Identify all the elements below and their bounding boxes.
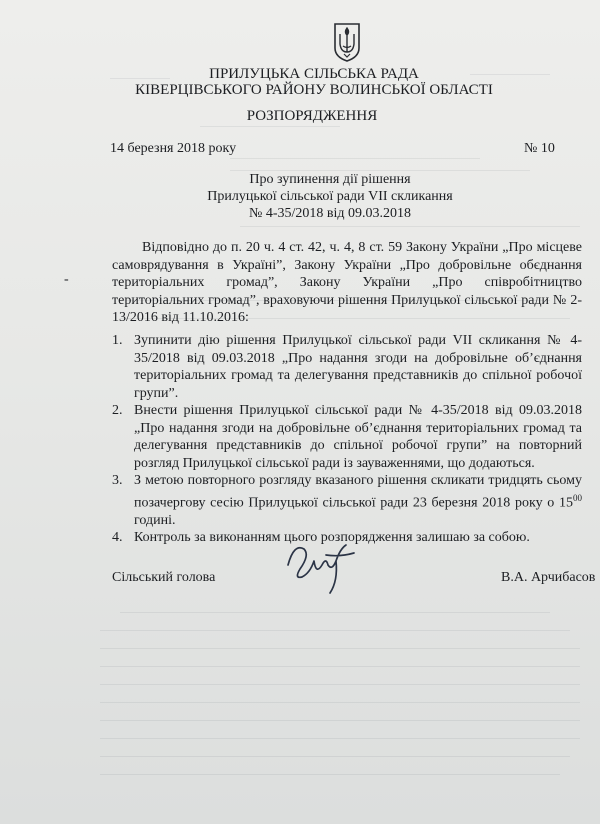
document-date: 14 березня 2018 року (110, 141, 237, 156)
document-type: РОЗПОРЯДЖЕННЯ (246, 108, 378, 124)
district-name: КІВЕРЦІВСЬКОГО РАЙОНУ ВОЛИНСЬКОЇ ОБЛАСТІ (135, 82, 493, 98)
subject-line-3: № 4-35/2018 від 09.03.2018 (248, 206, 412, 221)
item-number: 3. (112, 473, 123, 488)
item-text: Зупинити дію рішення Прилуцької сільської ради VІІ скликання № 4-35/2018 від 09.03.2018 „Про надання згоди на добровільне об’єднання територіальних громад та делегування представників до спільної робочої групи”. (134, 333, 582, 401)
item-number: 4. (112, 530, 123, 546)
item-number: 1. (112, 333, 123, 348)
subject-line-1: Про зупинення дії рішення (249, 172, 411, 187)
order-item-3 (112, 472, 582, 529)
time-superscript: 00 (573, 492, 582, 503)
council-name: ПРИЛУЦЬКА СІЛЬСЬКА РАДА (209, 66, 419, 82)
item-text: З метою повторного розгляду вказаного рішення скликати тридцять сьому позачергову сесію Прилуцької сільської ради 23 березня 2018 року о 15 (134, 473, 582, 511)
item-text-tail: годині. (134, 512, 176, 528)
item-text: Внести рішення Прилуцької сільської ради № 4-35/2018 від 09.03.2018 „Про надання згоди на добровільне об’єднання територіальних громад та делегування представників до спільної робочої групи” на повторний розгляд Прилуцької сільської ради із зауваженнями, що додаються. (134, 403, 582, 471)
subject-line-2: Прилуцької сільської ради VІІ скликання (207, 189, 453, 204)
document-number: № 10 (524, 141, 555, 156)
coat-of-arms-icon (333, 22, 361, 62)
order-item-1 (112, 332, 582, 402)
preamble-paragraph: Відповідно до п. 20 ч. 4 ст. 42, ч. 4, 8 ст. 59 Закону України „Про місцеве самоврядування в Україні”, Закону України „Про добровільне обєднання територіальних громад”, Закону України „Про співробітництво територіальних громад”, враховуючи рішення Прилуцької сільської ради № 2-13/2016 від 11.10.2016: (112, 240, 582, 325)
item-number: 2. (112, 403, 123, 418)
item-text: Контроль за виконанням цього розпорядження залишаю за собою. (134, 530, 530, 546)
handwritten-signature (280, 535, 360, 597)
order-item-2 (112, 402, 582, 472)
signatory-name: В.А. Арчибасов (501, 570, 596, 585)
order-items-list (112, 332, 582, 547)
margin-mark: - (64, 272, 69, 287)
signatory-title: Сільський голова (112, 570, 216, 585)
